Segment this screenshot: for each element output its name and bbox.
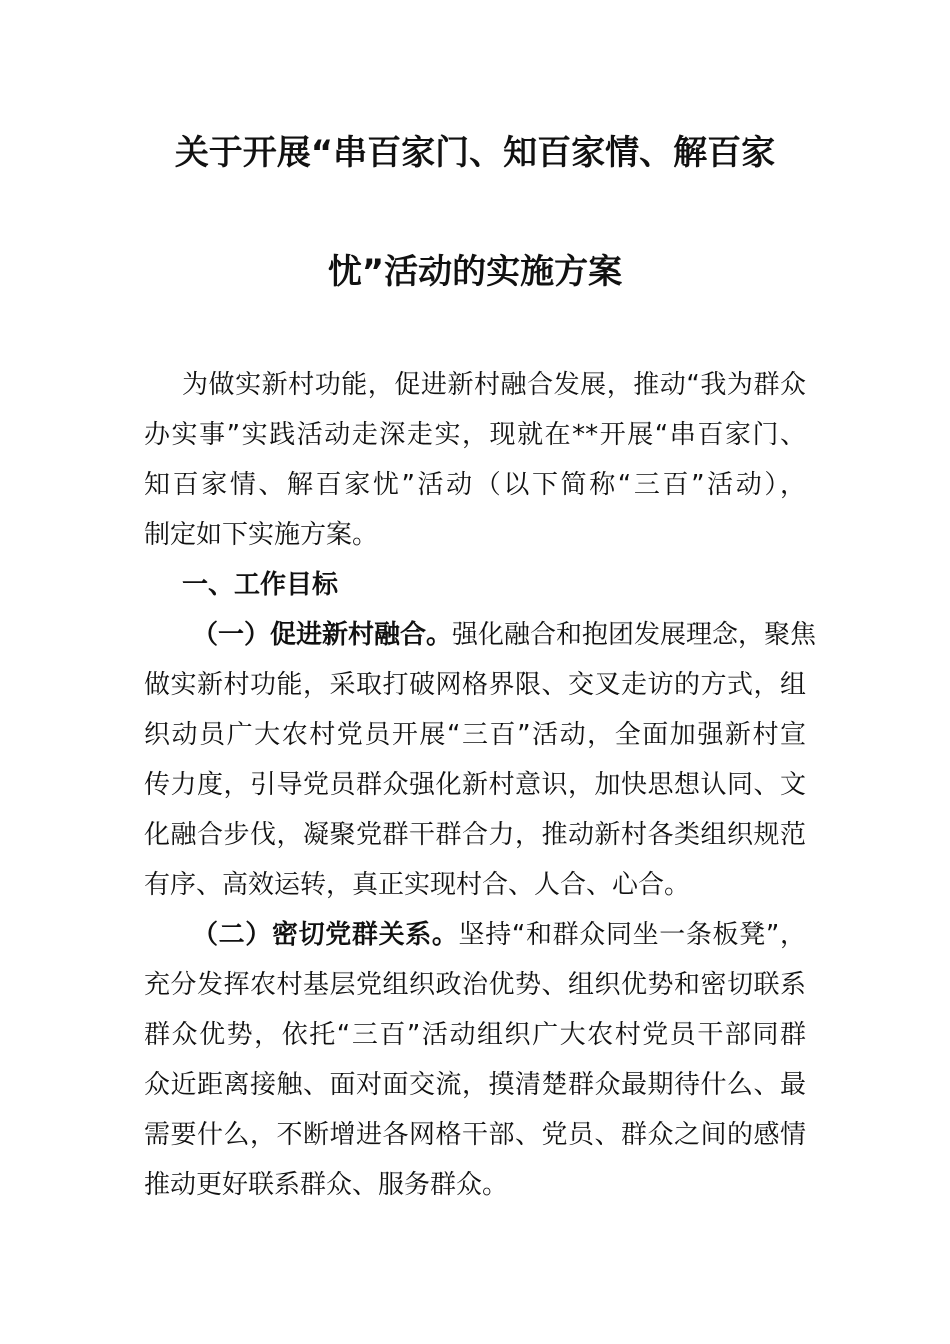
- item-1-line: 化融合步伐，凝聚党群干群合力，推动新村各类组织规范: [144, 820, 806, 850]
- item-2-line: 群众优势，依托“三百”活动组织广大农村党员干部同群: [144, 1020, 806, 1050]
- intro-line: 制定如下实施方案。: [144, 520, 379, 550]
- intro-line: 办实事”实践活动走深走实，现就在**开展“串百家门、: [144, 420, 806, 450]
- intro-paragraph: [144, 360, 806, 560]
- item-1-line: 传力度，引导党员群众强化新村意识，加快思想认同、文: [144, 770, 806, 800]
- item-2-first-line: [144, 910, 806, 960]
- item-1-line: 做实新村功能，采取打破网格界限、交叉走访的方式，组: [144, 670, 806, 700]
- document-body: [144, 360, 817, 1210]
- item-2-label: （二）密切党群关系。: [192, 920, 459, 950]
- item-2-paragraph: [144, 910, 806, 1210]
- item-2-first-rest: 坚持“和群众同坐一条板凳”，: [458, 920, 806, 950]
- item-2-line: 需要什么，不断增进各网格干部、党员、群众之间的感情: [144, 1120, 806, 1150]
- item-1-line: 织动员广大农村党员开展“三百”活动，全面加强新村宣: [144, 720, 806, 750]
- section-heading: 一、工作目标: [182, 570, 339, 600]
- intro-line: 知百家情、解百家忧”活动（以下简称“三百”活动），: [144, 470, 806, 500]
- item-2-line: 众近距离接触、面对面交流，摸清楚群众最期待什么、最: [144, 1070, 806, 1100]
- item-2-line: 充分发挥农村基层党组织政治优势、组织优势和密切联系: [144, 970, 806, 1000]
- item-2-line: 推动更好联系群众、服务群众。: [144, 1170, 509, 1200]
- item-1-paragraph: [144, 610, 817, 910]
- item-1-line: 有序、高效运转，真正实现村合、人合、心合。: [144, 870, 691, 900]
- item-1-first-rest: 强化融合和抱团发展理念，聚焦: [452, 620, 817, 650]
- intro-line: 为做实新村功能，促进新村融合发展，推动“我为群众: [182, 370, 806, 400]
- document-title-line-1: 关于开展“串百家门、知百家情、解百家: [174, 133, 776, 173]
- item-1-first-line: [144, 610, 817, 660]
- item-1-label: （一）促进新村融合。: [192, 620, 453, 650]
- document-title-line-2: 忧”活动的实施方案: [327, 252, 623, 292]
